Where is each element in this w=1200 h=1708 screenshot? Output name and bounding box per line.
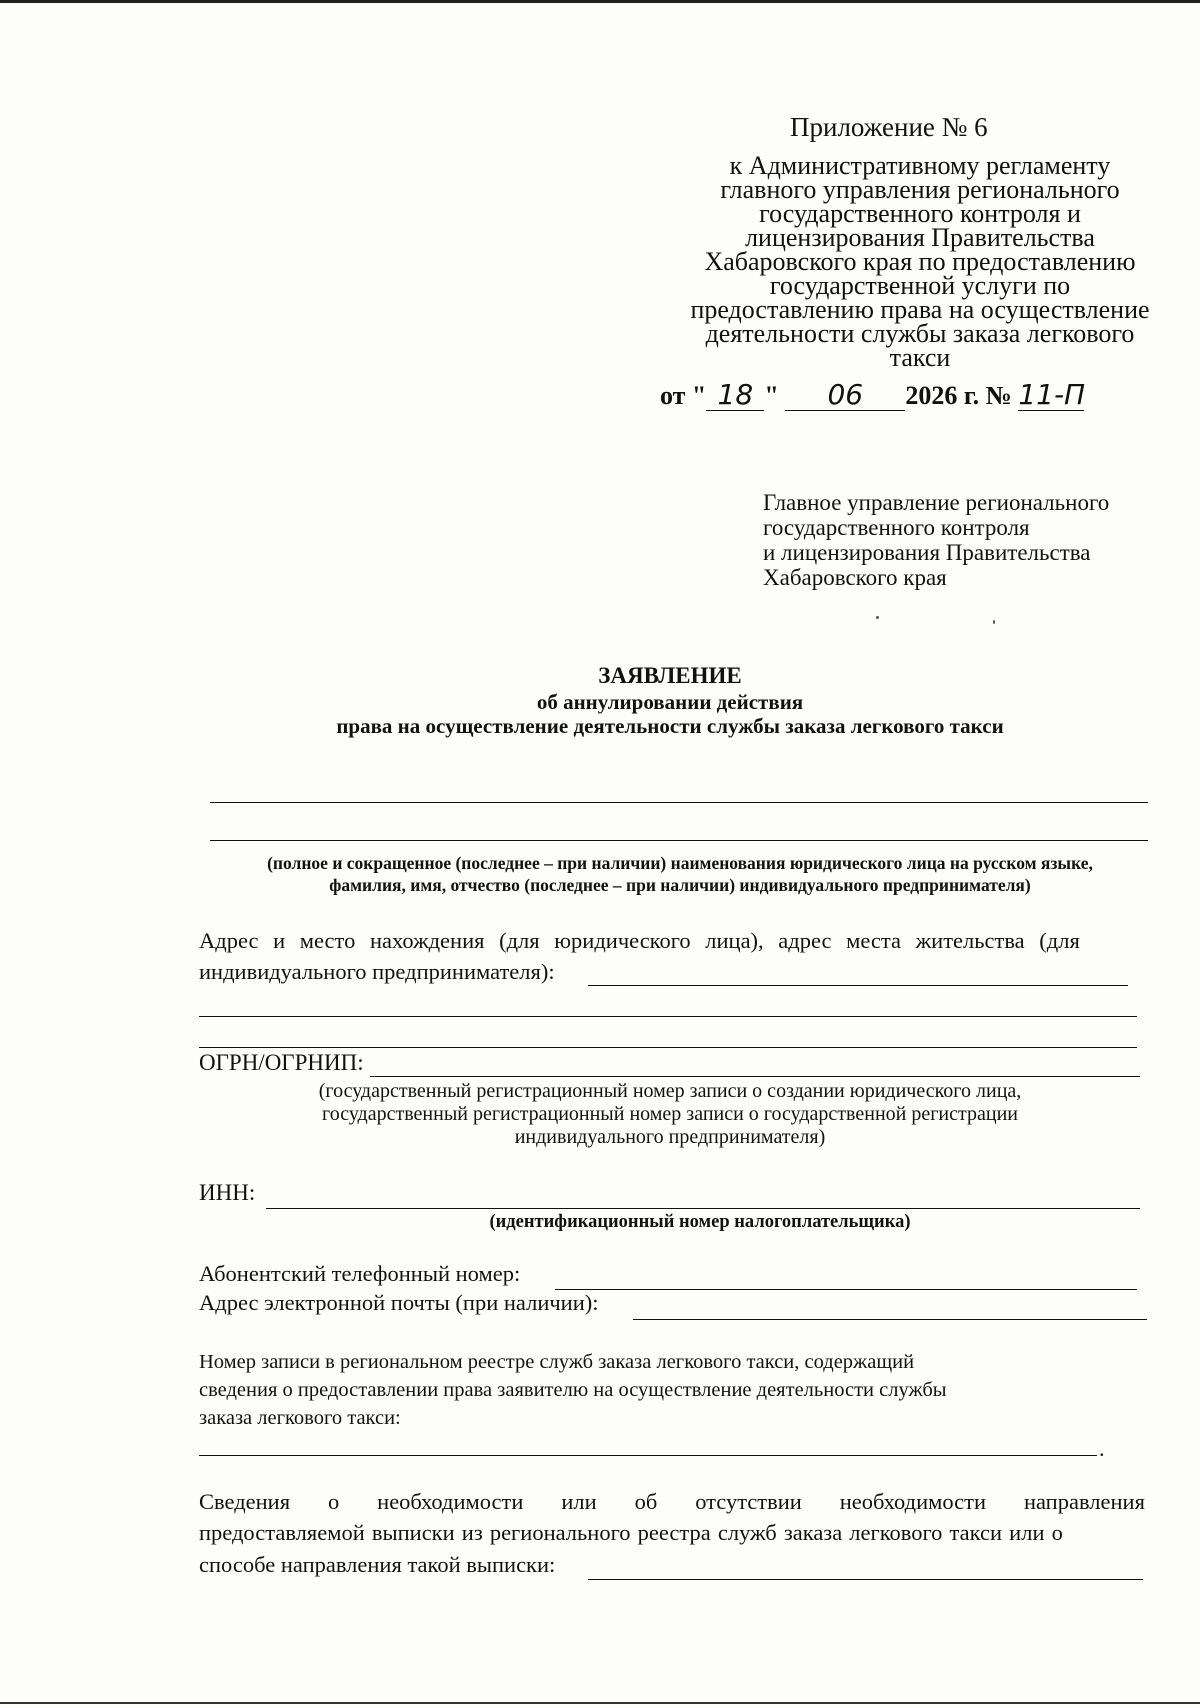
date-year-text: 2026 г. № bbox=[905, 381, 1012, 410]
inn-field-line[interactable] bbox=[266, 1208, 1140, 1209]
document-number-handwritten: 11-П bbox=[1018, 378, 1086, 411]
scan-speck bbox=[993, 620, 995, 624]
appendix-line: предоставлению права на осуществление bbox=[690, 295, 1150, 324]
appendix-line: деятельности службы заказа легкового bbox=[705, 319, 1135, 348]
phone-field-line[interactable] bbox=[555, 1289, 1137, 1290]
address-line-3[interactable] bbox=[199, 1047, 1137, 1048]
extract-word: отсутствии bbox=[695, 1489, 802, 1514]
scan-edge-bottom bbox=[0, 1702, 1200, 1704]
appendix-line: к Административному регламенту bbox=[729, 151, 1111, 180]
date-month-handwritten: 06 bbox=[785, 380, 905, 411]
address-label: Адрес и место нахождения (для юридического лица), адрес места жительства (для bbox=[199, 928, 1080, 953]
appendix-line: главного управления регионального bbox=[720, 175, 1120, 204]
recipient-line: Главное управление регионального bbox=[763, 490, 1110, 515]
date-mid-quote: " bbox=[764, 381, 779, 410]
email-label: Адрес электронной почты (при наличии): bbox=[199, 1290, 599, 1315]
address-label-line-2: индивидуального предпринимателя): bbox=[199, 959, 555, 984]
scan-edge-top bbox=[0, 0, 1200, 3]
title-line-2: об аннулировании действия bbox=[536, 690, 804, 714]
extract-line-3: способе направления такой выписки: bbox=[199, 1552, 556, 1577]
appendix-line: государственной услуги по bbox=[769, 271, 1071, 300]
appendix-line: такси bbox=[889, 343, 951, 372]
address-line-1[interactable] bbox=[588, 985, 1128, 986]
registry-line: сведения о предоставлении права заявителю на осуществление деятельности службы bbox=[199, 1379, 947, 1401]
caption-line: (полное и сокращенное (последнее – при наличии) наименования юридического лица на русском языке, bbox=[267, 853, 1093, 873]
ogrn-label: ОГРН/ОГРНИП: bbox=[199, 1050, 364, 1075]
extract-word: об bbox=[634, 1489, 658, 1514]
appendix-line: лицензирования Правительства bbox=[745, 223, 1095, 252]
appendix-line: Хабаровского края по предоставлению bbox=[704, 247, 1136, 276]
registry-line: заказа легкового такси: bbox=[199, 1407, 401, 1429]
date-day-handwritten: 18 bbox=[706, 380, 764, 411]
ogrn-field-line[interactable] bbox=[370, 1076, 1140, 1077]
extract-word: необходимости bbox=[839, 1489, 987, 1514]
extract-word: необходимости bbox=[377, 1489, 524, 1514]
appendix-title: Приложение № 6 bbox=[790, 112, 988, 142]
recipient-line: государственного контроля bbox=[763, 515, 1030, 540]
extract-word: Сведения bbox=[199, 1489, 291, 1514]
email-field-line[interactable] bbox=[633, 1319, 1147, 1320]
title-line-3: права на осуществление деятельности службы заказа легкового такси bbox=[336, 714, 1004, 738]
document-title bbox=[0, 662, 1200, 738]
applicant-name-line-1[interactable] bbox=[210, 802, 1148, 803]
caption-line: (государственный регистрационный номер записи о создании юридического лица, bbox=[318, 1080, 1022, 1102]
recipient-block bbox=[763, 490, 1109, 590]
inn-label: ИНН: bbox=[199, 1180, 256, 1205]
appendix-line: государственного контроля и bbox=[759, 199, 1081, 228]
caption-line: индивидуального предпринимателя) bbox=[514, 1126, 826, 1148]
extract-line-2: предоставляемой выписки из регионального реестра служб заказа легкового такси или о bbox=[199, 1520, 1063, 1545]
extract-word: о bbox=[327, 1489, 340, 1514]
address-line-2[interactable] bbox=[199, 1016, 1137, 1017]
date-prefix: от " bbox=[660, 381, 707, 410]
registry-end-dot: . bbox=[1099, 1436, 1105, 1461]
scan-speck bbox=[876, 616, 879, 619]
title-heading: ЗАЯВЛЕНИЕ bbox=[598, 663, 742, 688]
appendix-reference bbox=[600, 151, 1200, 372]
registry-field-line[interactable] bbox=[199, 1455, 1097, 1456]
extract-word: или bbox=[561, 1489, 597, 1514]
extract-line-1 bbox=[199, 1489, 1145, 1515]
extract-word: направления bbox=[1023, 1489, 1145, 1514]
ogrn-caption bbox=[180, 1080, 1160, 1149]
registry-line: Номер записи в региональном реестре служб заказа легкового такси, содержащий bbox=[199, 1351, 915, 1373]
recipient-line: и лицензирования Правительства bbox=[763, 540, 1091, 565]
approval-date-row bbox=[660, 380, 1084, 416]
registry-label bbox=[199, 1348, 947, 1432]
applicant-name-caption bbox=[130, 852, 1200, 896]
inn-caption: (идентификационный номер налогоплательщика) bbox=[489, 1212, 911, 1232]
phone-label: Абонентский телефонный номер: bbox=[199, 1261, 521, 1286]
extract-field-line[interactable] bbox=[588, 1579, 1143, 1580]
applicant-name-line-2[interactable] bbox=[210, 840, 1148, 841]
caption-line: государственный регистрационный номер записи о государственной регистрации bbox=[322, 1103, 1018, 1125]
caption-line: фамилия, имя, отчество (последнее – при наличии) индивидуального предпринимателя) bbox=[329, 875, 1031, 895]
recipient-line: Хабаровского края bbox=[763, 565, 947, 590]
